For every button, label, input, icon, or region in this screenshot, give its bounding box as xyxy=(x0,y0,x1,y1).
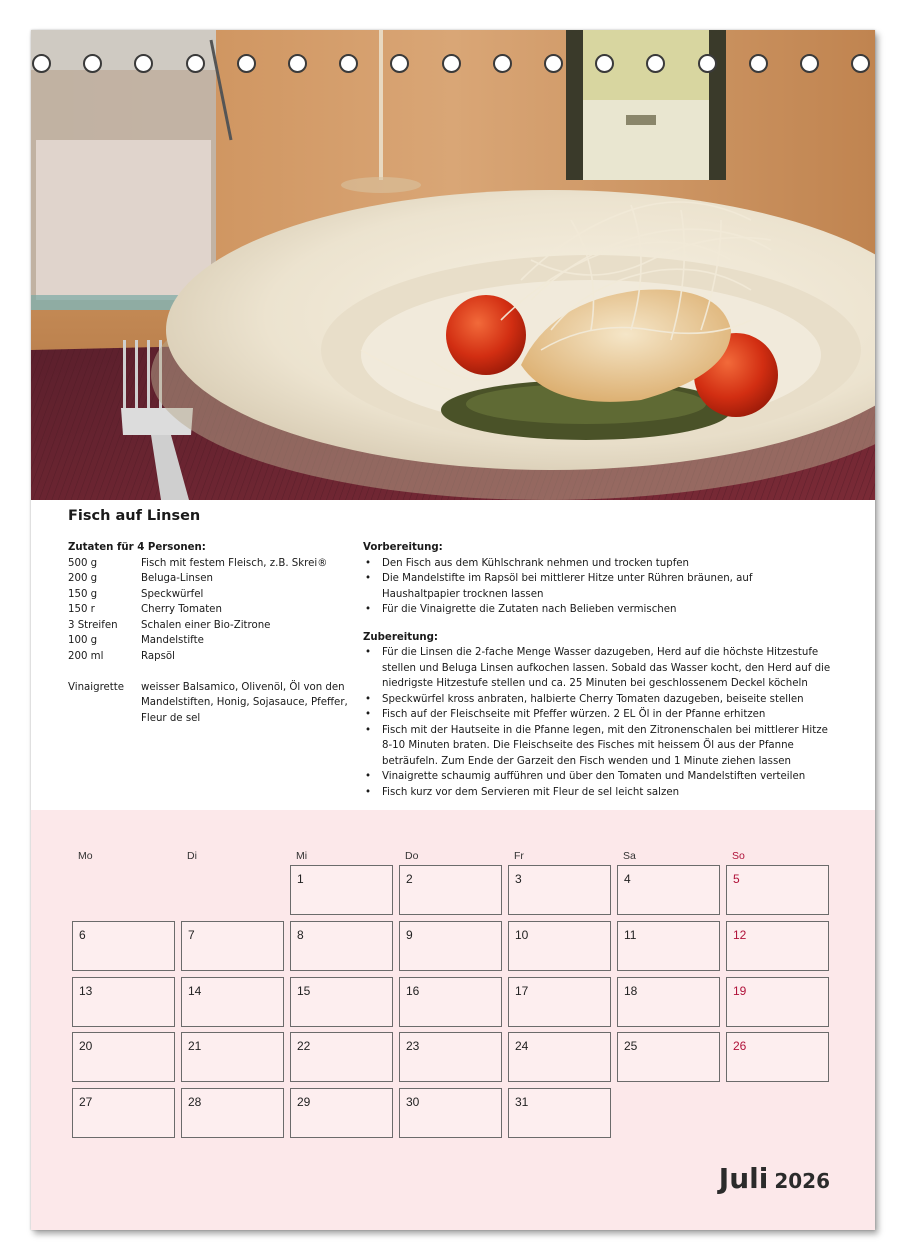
day-number: 3 xyxy=(515,872,522,886)
day-cell[interactable] xyxy=(290,921,393,971)
recipe-section xyxy=(31,500,875,810)
step-item: • Vinaigrette schaumig aufführen und über den Tomaten und Mandelstiften verteilen xyxy=(363,769,833,785)
step-item: • Die Mandelstifte im Rapsöl bei mittlerer Hitze unter Rühren bräunen, auf Haushaltpapier trocknen lassen xyxy=(363,571,833,602)
ingredient-name: weisser Balsamico, Olivenöl, Öl von den Mandelstiften, Honig, Sojasauce, Pfeffer, Fleur de sel xyxy=(141,681,348,724)
ingredient-row xyxy=(68,680,358,727)
day-cell[interactable] xyxy=(617,865,720,915)
day-cell[interactable] xyxy=(399,1032,502,1082)
binding-ring xyxy=(288,54,307,73)
day-cell[interactable] xyxy=(617,977,720,1027)
day-cell[interactable] xyxy=(290,1088,393,1138)
calendar-page xyxy=(31,30,875,1230)
ingredient-quantity: Vinaigrette xyxy=(68,681,125,693)
day-number: 31 xyxy=(515,1095,529,1109)
ingredient-name: Speckwürfel xyxy=(141,588,204,600)
day-number: 27 xyxy=(79,1095,93,1109)
day-cell[interactable] xyxy=(290,865,393,915)
binding-ring xyxy=(851,54,870,73)
day-cell[interactable] xyxy=(726,865,829,915)
day-number: 11 xyxy=(624,928,637,942)
ingredient-quantity: 150 g xyxy=(68,588,98,600)
day-cell[interactable] xyxy=(399,977,502,1027)
binding-ring xyxy=(595,54,614,73)
ingredient-name: Cherry Tomaten xyxy=(141,604,222,615)
day-number: 4 xyxy=(624,872,631,886)
binding-ring xyxy=(749,54,768,73)
month-calendar xyxy=(31,810,875,1230)
day-cell[interactable] xyxy=(508,977,611,1027)
year-number: 2026 xyxy=(774,1169,830,1193)
day-number: 2 xyxy=(406,872,413,886)
weekday-label: Do xyxy=(405,850,419,862)
binding-ring xyxy=(646,54,665,73)
wine-bottle-icon xyxy=(566,30,726,180)
day-cell[interactable] xyxy=(508,921,611,971)
day-number: 7 xyxy=(188,928,195,942)
step-item: • Fisch mit der Hautseite in die Pfanne legen, mit den Zitronenschalen bei mittlerer Hitze 8-10 Minuten braten. Die Fleischseite des Fisches mit heissem Öl aus der Pfanne beträufeln. Zum Ende der Garzeit den Fisch wenden und 1 Minute ziehen lassen xyxy=(363,723,833,770)
binding-ring xyxy=(800,54,819,73)
weekday-label: Fr xyxy=(514,850,524,862)
day-cell[interactable] xyxy=(181,1088,284,1138)
day-cell[interactable] xyxy=(399,921,502,971)
recipe-title: Fisch auf Linsen xyxy=(68,508,201,524)
binding-ring xyxy=(493,54,512,73)
binding-ring xyxy=(390,54,409,73)
binding-ring xyxy=(544,54,563,73)
binding-ring xyxy=(186,54,205,73)
day-cell[interactable] xyxy=(726,921,829,971)
ingredient-row xyxy=(68,571,358,587)
day-cell[interactable] xyxy=(508,1088,611,1138)
step-item: • Speckwürfel kross anbraten, halbierte Cherry Tomaten dazugeben, beiseite stellen xyxy=(363,692,833,708)
day-number: 9 xyxy=(406,928,413,942)
preparation-steps xyxy=(363,540,833,800)
day-number: 30 xyxy=(406,1095,420,1109)
step-item: • Fisch kurz vor dem Servieren mit Fleur de sel leicht salzen xyxy=(363,785,833,801)
ingredients-heading: Zutaten für 4 Personen: xyxy=(68,542,206,553)
step-item: • Fisch auf der Fleischseite mit Pfeffer würzen. 2 EL Öl in der Pfanne erhitzen xyxy=(363,707,833,723)
month-label xyxy=(719,1162,830,1195)
day-number: 14 xyxy=(188,984,202,998)
day-cell[interactable] xyxy=(399,865,502,915)
binding-rings xyxy=(31,54,875,80)
ingredient-row xyxy=(68,587,358,603)
ingredient-name: Rapsöl xyxy=(141,650,175,662)
day-number: 26 xyxy=(733,1039,747,1053)
step-item: • Für die Vinaigrette die Zutaten nach Belieben vermischen xyxy=(363,602,833,618)
ingredient-row xyxy=(68,649,358,665)
day-cell[interactable] xyxy=(72,1032,175,1082)
day-cell[interactable] xyxy=(508,865,611,915)
day-number: 16 xyxy=(406,984,420,998)
binding-ring xyxy=(134,54,153,73)
ingredient-quantity: 100 g xyxy=(68,635,98,646)
day-number: 1 xyxy=(297,872,304,886)
step-item: • Den Fisch aus dem Kühlschrank nehmen und trocken tupfen xyxy=(363,556,833,572)
day-number: 15 xyxy=(297,984,311,998)
recipe-photo xyxy=(31,30,875,500)
day-cell[interactable] xyxy=(290,1032,393,1082)
binding-ring xyxy=(237,54,256,73)
step-item: • Für die Linsen die 2-fache Menge Wasser dazugeben, Herd auf die höchste Hitzestufe stellen und Beluga Linsen aufkochen lassen. Sobald das Wasser kocht, den Herd auf die niedrigste Hitzestufe stellen und ca. 25 Minuten bei geschlossenem Deckel köcheln xyxy=(363,645,833,692)
ingredient-row xyxy=(68,556,358,572)
ingredient-row xyxy=(68,602,358,618)
day-number: 19 xyxy=(733,984,747,998)
ingredient-quantity: 150 r xyxy=(68,604,95,615)
prep-list xyxy=(363,556,833,618)
ingredient-quantity: 500 g xyxy=(68,557,98,569)
binding-ring xyxy=(32,54,51,73)
day-cell[interactable] xyxy=(399,1088,502,1138)
weekday-label: Sa xyxy=(623,850,636,862)
day-number: 25 xyxy=(624,1039,638,1053)
binding-ring xyxy=(442,54,461,73)
day-number: 24 xyxy=(515,1039,529,1053)
day-number: 12 xyxy=(733,928,747,942)
ingredient-name: Beluga-Linsen xyxy=(141,573,213,584)
ingredient-row xyxy=(68,618,358,634)
day-cell[interactable] xyxy=(726,1032,829,1082)
day-cell[interactable] xyxy=(72,977,175,1027)
day-cell[interactable] xyxy=(181,1032,284,1082)
ingredients-list xyxy=(68,540,358,726)
day-number: 8 xyxy=(297,928,304,942)
day-number: 29 xyxy=(297,1095,311,1109)
day-number: 10 xyxy=(515,928,529,942)
ingredient-quantity: 200 ml xyxy=(68,650,104,662)
weekday-label: So xyxy=(732,850,745,862)
ingredient-name: Fisch mit festem Fleisch, z.B. Skrei® xyxy=(141,557,328,569)
day-number: 20 xyxy=(79,1039,93,1053)
day-number: 23 xyxy=(406,1039,420,1053)
day-cell[interactable] xyxy=(181,977,284,1027)
weekday-label: Mi xyxy=(296,850,308,862)
day-number: 13 xyxy=(79,984,93,998)
day-number: 17 xyxy=(515,984,529,998)
day-number: 18 xyxy=(624,984,638,998)
ingredient-quantity: 200 g xyxy=(68,573,98,584)
ingredient-name: Mandelstifte xyxy=(141,635,204,646)
binding-ring xyxy=(698,54,717,73)
weekday-label: Di xyxy=(187,850,197,862)
day-number: 5 xyxy=(733,872,740,886)
day-cell[interactable] xyxy=(72,921,175,971)
binding-ring xyxy=(83,54,102,73)
day-cell[interactable] xyxy=(508,1032,611,1082)
day-number: 6 xyxy=(79,928,86,942)
day-number: 28 xyxy=(188,1095,202,1109)
cook-heading: Zubereitung: xyxy=(363,631,439,643)
day-cell[interactable] xyxy=(72,1088,175,1138)
day-cell[interactable] xyxy=(726,977,829,1027)
weekday-label: Mo xyxy=(78,850,93,862)
day-cell[interactable] xyxy=(617,921,720,971)
ingredient-row xyxy=(68,633,358,649)
binding-ring xyxy=(339,54,358,73)
day-cell[interactable] xyxy=(617,1032,720,1082)
day-cell[interactable] xyxy=(290,977,393,1027)
ingredient-name: Schalen einer Bio-Zitrone xyxy=(141,619,271,631)
day-number: 22 xyxy=(297,1039,311,1053)
day-number: 21 xyxy=(188,1039,202,1053)
month-name: Juli xyxy=(718,1162,769,1195)
ingredient-quantity: 3 Streifen xyxy=(68,619,118,631)
cook-list xyxy=(363,645,833,800)
prep-heading: Vorbereitung: xyxy=(363,542,443,553)
day-cell[interactable] xyxy=(181,921,284,971)
